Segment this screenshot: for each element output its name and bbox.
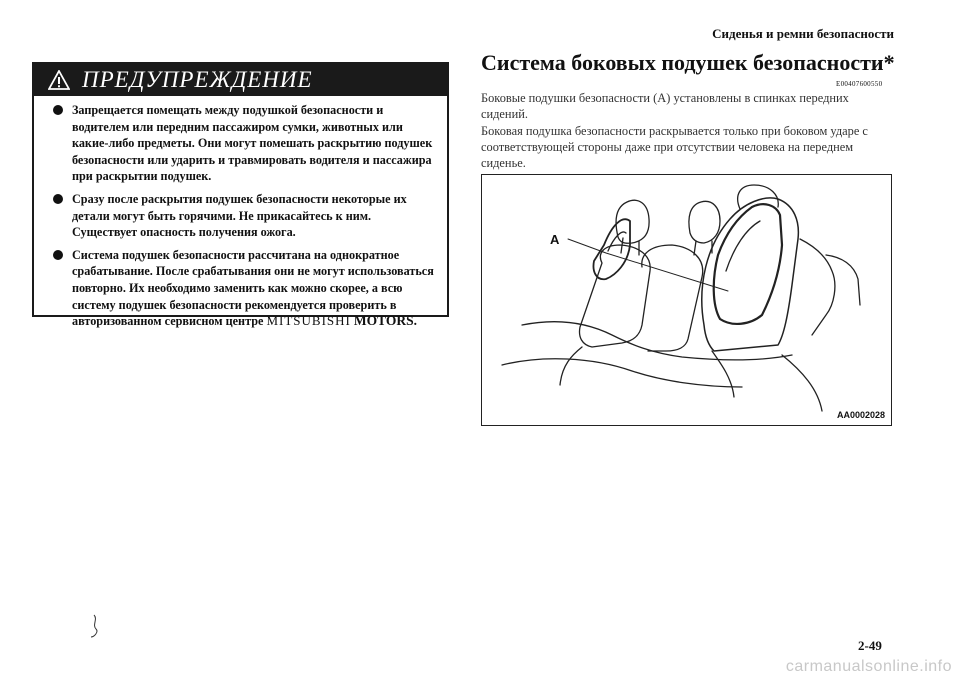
section-paragraph-1: Боковые подушки безопасности (A) установлены в спинках передних сидений.: [481, 91, 849, 121]
figure-label-a: A: [550, 232, 560, 247]
pen-mark-icon: [88, 613, 102, 639]
section-title: Система боковых подушек безопасности*: [481, 50, 895, 75]
warning-list: [34, 96, 447, 330]
brand-name: MITSUBISHI: [266, 313, 351, 329]
bullet-icon: [53, 250, 63, 260]
page-number: 2-49: [858, 638, 882, 653]
section-paragraph-2: Боковая подушка безопасности раскрывается только при боковом ударе с соответствующей стороны даже при отсутствии человека на переднем сиденье.: [481, 124, 868, 170]
warning-item: [72, 247, 435, 330]
brand-name-suffix: MOTORS.: [353, 313, 418, 329]
warning-triangle-icon: [48, 70, 70, 90]
bullet-icon: [53, 105, 63, 115]
warning-banner: [34, 64, 447, 96]
page-header: Сиденья и ремни безопасности: [712, 26, 894, 41]
warning-item-text: Сразу после раскрытия подушек безопасности некоторые их детали могут быть горячими. Не прикасайтесь к ним. Существует опасность получения ожога.: [72, 191, 407, 240]
warning-item: [72, 102, 435, 185]
warning-box: [32, 62, 449, 329]
warning-title: ПРЕДУПРЕЖДЕНИЕ: [82, 67, 313, 92]
figure-code: AA0002028: [836, 410, 885, 420]
warning-item: [72, 191, 435, 241]
warning-item-text: Запрещается помещать между подушкой безопасности и водителем или передним пассажиром сумки, животных или какие-либо предметы. Они могут помешать раскрытию подушек безопасности или ударить и травмировать водителя и пассажира при раскрытии подушек.: [72, 103, 433, 184]
warning-item-text: Система подушек безопасности рассчитана на однократное срабатывание. После срабатывания они не могут использоваться повторно. Их необходимо заменить как можно скорее, а всю систему подушек безопасности рекомендуется проверить в авторизованном сервисном центре: [72, 247, 434, 329]
bullet-icon: [53, 194, 63, 204]
seat-airbag-figure: [481, 174, 892, 426]
section-code: E00407600550: [836, 80, 883, 88]
seat-illustration: [482, 175, 891, 425]
watermark: carmanualsonline.info: [785, 658, 952, 675]
